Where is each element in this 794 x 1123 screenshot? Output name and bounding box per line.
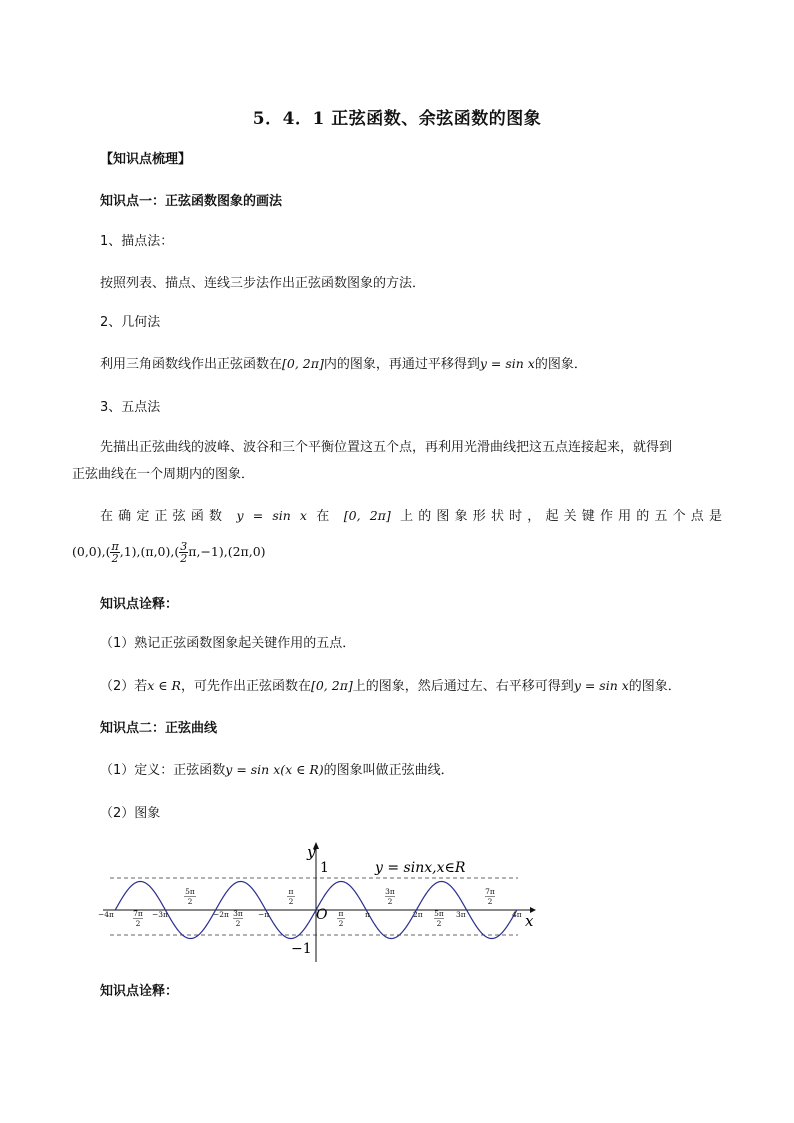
frac2-num: 3 — [180, 540, 188, 553]
tick-minus-one-label: −1 — [291, 941, 312, 957]
y-axis-label: y — [307, 843, 316, 861]
method3-interval: [0, 2π] — [343, 508, 391, 523]
method3-title: 3、五点法 — [100, 400, 161, 415]
notes1-heading: 知识点诠释： — [100, 597, 179, 612]
def-b: 的图象叫做正弦曲线． — [323, 763, 454, 778]
frac2-den: 2 — [180, 552, 188, 565]
method2-text-b: 内的图象，再通过平移得到 — [323, 357, 480, 372]
frac1-num: π — [111, 540, 119, 553]
tick-5pi2-den: 2 — [436, 919, 442, 928]
tick-neg7pi2-den: 2 — [135, 919, 141, 928]
tick-neg3pi: −3π — [152, 910, 168, 919]
note2-a: （2）若 — [100, 679, 148, 694]
tick-neg3pi2-den: 2 — [235, 919, 241, 928]
tick-7pi2-den: 2 — [487, 897, 493, 906]
note2-d: 的图象． — [628, 679, 681, 694]
method3-line3-b: 在 — [316, 509, 335, 524]
kp2-graph-label: （2）图象 — [100, 806, 161, 821]
method1-text: 按照列表、描点、连线三步法作出正弦函数图象的方法． — [100, 276, 426, 291]
note2-fn: y = sin x — [573, 678, 629, 693]
tick-one-label: 1 — [320, 860, 329, 876]
origin-label: O — [316, 907, 328, 923]
points-part3: π,−1),(2π,0) — [188, 544, 266, 559]
method3-line2: 正弦曲线在一个周期内的图象． — [72, 467, 255, 482]
tick-neg2pi: −2π — [213, 910, 229, 919]
tick-3pi2-num: 3π — [385, 887, 395, 896]
method2-text-a: 利用三角函数线作出正弦函数在 — [100, 357, 283, 372]
tick-pi2-den: 2 — [338, 919, 344, 928]
x-axis-label: x — [525, 912, 534, 930]
tick-7pi2-num: 7π — [485, 887, 495, 896]
tick-neg3pi2-num: 3π — [233, 909, 243, 918]
fraction-3-over-2 — [179, 541, 188, 564]
tick-negpi2-num: π — [288, 887, 294, 896]
page-title: 5．4．1 正弦函数、余弦函数的图象 — [252, 109, 542, 129]
method2-text — [100, 355, 587, 374]
tick-pi2-num: π — [338, 909, 344, 918]
tick-3pi2-den: 2 — [387, 897, 393, 906]
note2-interval: [0, 2π] — [310, 678, 353, 693]
tick-neg5pi2-den: 2 — [187, 897, 193, 906]
tick-neg7pi2-num: 7π — [133, 909, 143, 918]
sine-curve-graph — [98, 840, 538, 965]
tick-5pi2-num: 5π — [434, 909, 444, 918]
points-part2: ,1),(π,0),( — [119, 544, 180, 559]
note2-c: 上的图象，然后通过左、右平移可得到 — [352, 679, 574, 694]
tick-3pi: 3π — [456, 910, 466, 919]
tick-pi: π — [365, 910, 370, 919]
equation-label: y = sinx,x∈R — [375, 860, 466, 876]
method3-line3 — [100, 507, 722, 526]
tick-2pi: 2π — [413, 910, 423, 919]
method2-interval: [0, 2π] — [282, 356, 324, 371]
kp1-heading: 知识点一：正弦函数图象的画法 — [100, 194, 283, 209]
kp2-heading: 知识点二：正弦曲线 — [100, 721, 218, 736]
method2-fn: y = sin x — [479, 356, 535, 371]
note2-b: ，可先作出正弦函数在 — [180, 679, 311, 694]
tick-negpi2-den: 2 — [288, 897, 294, 906]
tick-neg4pi: −4π — [98, 910, 114, 919]
section-heading: 【知识点梳理】 — [100, 152, 192, 167]
points-part1: (0,0),( — [72, 544, 111, 559]
tick-negpi: −π — [258, 910, 270, 919]
five-points — [72, 541, 266, 564]
method3-line3-c: 上的图象形状时，起关键作用的五个点是 — [400, 509, 722, 524]
method2-text-c: 的图象． — [534, 357, 587, 372]
method3-line3-a: 在确定正弦函数 — [100, 509, 228, 524]
note2 — [100, 677, 681, 696]
method3-fn: y = sin x — [236, 508, 307, 523]
def-a: （1）定义：正弦函数 — [100, 763, 226, 778]
tick-4pi: 4π — [512, 910, 522, 919]
note1: （1）熟记正弦函数图象起关键作用的五点． — [100, 636, 356, 651]
tick-neg5pi2-num: 5π — [185, 887, 195, 896]
kp2-definition — [100, 761, 454, 780]
fraction-pi-over-2 — [110, 541, 119, 564]
frac1-den: 2 — [111, 552, 119, 565]
method1-title: 1、描点法： — [100, 234, 174, 249]
method3-line1: 先描出正弦曲线的波峰、波谷和三个平衡位置这五个点，再利用光滑曲线把这五点连接起来，就得到 — [100, 440, 673, 455]
note2-cond: x ∈ R — [147, 678, 181, 693]
def-fn: y = sin x(x ∈ R) — [225, 762, 324, 777]
method2-title: 2、几何法 — [100, 315, 161, 330]
notes2-heading: 知识点诠释： — [100, 984, 179, 999]
